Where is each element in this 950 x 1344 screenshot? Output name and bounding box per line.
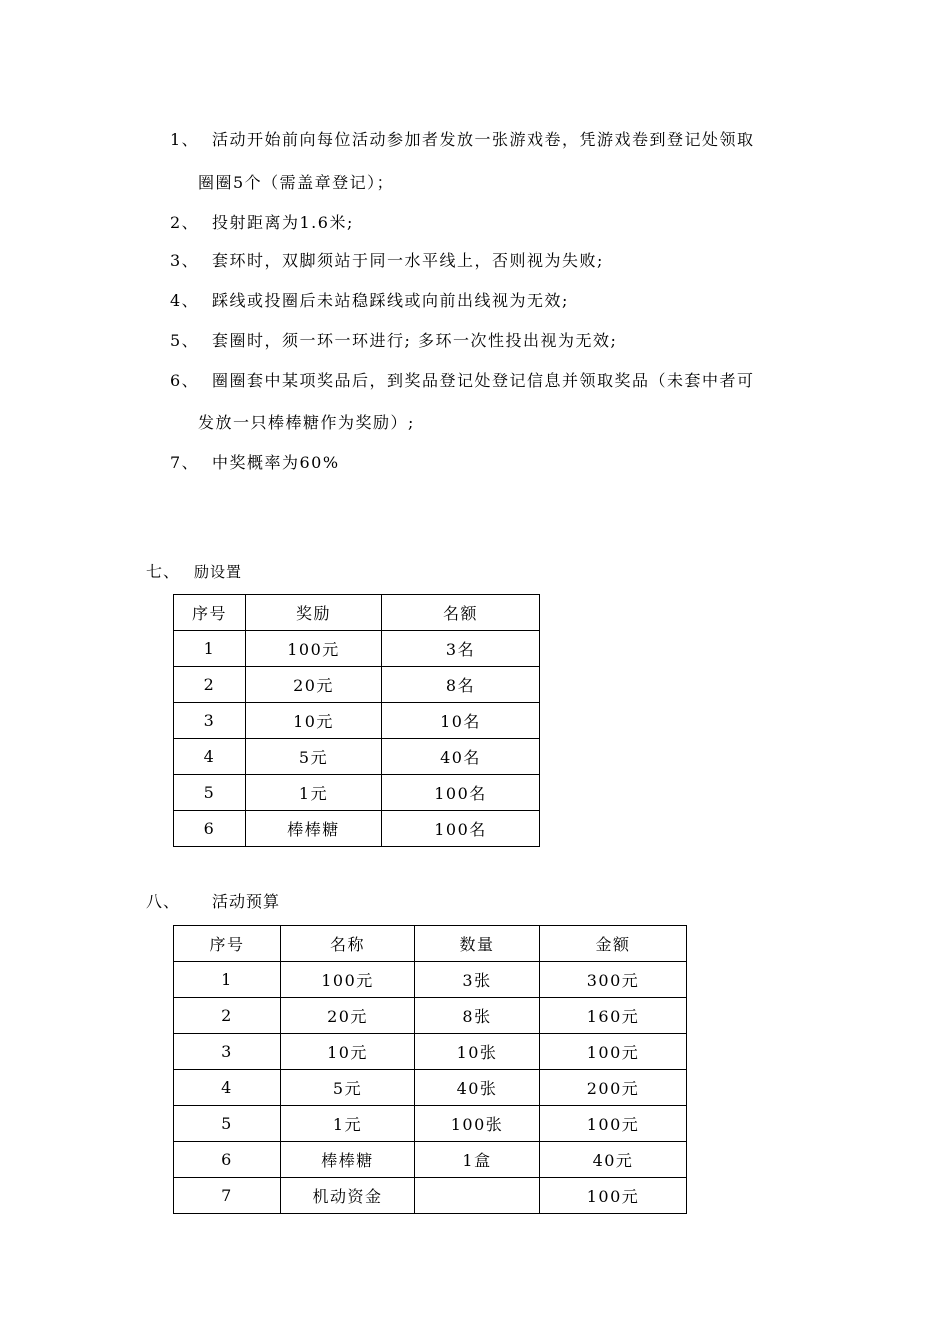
table-cell: 100元: [281, 962, 415, 998]
table-cell: 机动资金: [281, 1178, 415, 1214]
table-cell: 1: [174, 631, 246, 667]
table-header-cell: 序号: [174, 926, 281, 962]
table-row: [174, 998, 687, 1034]
table-cell: 5元: [281, 1070, 415, 1106]
table-header-cell: 名称: [281, 926, 415, 962]
table-header-row: [174, 595, 540, 631]
table-cell: [415, 1178, 540, 1214]
rule-item: [170, 368, 755, 391]
section-number: 七、: [146, 562, 181, 581]
table-cell: 1元: [246, 775, 382, 811]
table-row: [174, 1034, 687, 1070]
table-cell: 100元: [246, 631, 382, 667]
rule-item: [170, 450, 340, 473]
rule-text-continued: 发放一只棒棒糖作为奖励）;: [198, 413, 415, 432]
table-cell: 10元: [246, 703, 382, 739]
table-cell: 4: [174, 739, 246, 775]
table-cell: 100元: [540, 1106, 687, 1142]
rule-number: 7、: [170, 453, 200, 472]
table-header-cell: 奖励: [246, 595, 382, 631]
table-cell: 100张: [415, 1106, 540, 1142]
table-cell: 10名: [382, 703, 540, 739]
rule-number: 6、: [170, 371, 200, 390]
table-cell: 100名: [382, 811, 540, 847]
rule-text: 圈圈套中某项奖品后，到奖品登记处登记信息并领取奖品（未套中者可: [212, 371, 755, 390]
rule-text: 套圈时，须一环一环进行; 多环一次性投出视为无效;: [212, 331, 618, 350]
table-header-cell: 金额: [540, 926, 687, 962]
table-cell: 3: [174, 703, 246, 739]
table-cell: 20元: [281, 998, 415, 1034]
rule-item: [170, 328, 617, 351]
rule-text: 踩线或投圈后未站稳踩线或向前出线视为无效;: [212, 291, 569, 310]
table-row: [174, 1106, 687, 1142]
table-cell: 40名: [382, 739, 540, 775]
table-row: [174, 667, 540, 703]
table-row: [174, 1178, 687, 1214]
rule-number: 2、: [170, 213, 200, 232]
table-row: [174, 811, 540, 847]
prize-table: [173, 594, 540, 847]
table-cell: 4: [174, 1070, 281, 1106]
table-cell: 8名: [382, 667, 540, 703]
table-row: [174, 703, 540, 739]
section-title: 励设置: [194, 563, 243, 581]
table-cell: 1: [174, 962, 281, 998]
table-cell: 5: [174, 775, 246, 811]
rule-number: 1、: [170, 130, 200, 149]
rule-item: [170, 288, 569, 311]
table-header-cell: 名额: [382, 595, 540, 631]
budget-table: [173, 925, 687, 1214]
table-cell: 1盒: [415, 1142, 540, 1178]
table-cell: 7: [174, 1178, 281, 1214]
table-cell: 5元: [246, 739, 382, 775]
table-cell: 8张: [415, 998, 540, 1034]
rule-text: 活动开始前向每位活动参加者发放一张游戏卷，凭游戏卷到登记处领取: [212, 130, 755, 149]
table-row: [174, 631, 540, 667]
table-row: [174, 1142, 687, 1178]
table-cell: 棒棒糖: [281, 1142, 415, 1178]
rule-item: [170, 127, 755, 150]
table-cell: 5: [174, 1106, 281, 1142]
rule-number: 5、: [170, 331, 200, 350]
section-number: 八、: [146, 892, 181, 911]
table-cell: 300元: [540, 962, 687, 998]
rule-number: 4、: [170, 291, 200, 310]
rule-item: [170, 210, 354, 233]
section-heading-prizes: [146, 559, 242, 582]
table-cell: 3名: [382, 631, 540, 667]
table-cell: 2: [174, 998, 281, 1034]
table-cell: 160元: [540, 998, 687, 1034]
rule-text: 中奖概率为60%: [212, 453, 340, 472]
table-cell: 40张: [415, 1070, 540, 1106]
rule-number: 3、: [170, 251, 200, 270]
rule-item: [170, 248, 604, 271]
table-cell: 3: [174, 1034, 281, 1070]
table-cell: 10张: [415, 1034, 540, 1070]
section-heading-budget: [146, 889, 280, 912]
table-cell: 200元: [540, 1070, 687, 1106]
table-cell: 6: [174, 1142, 281, 1178]
table-row: [174, 739, 540, 775]
table-cell: 6: [174, 811, 246, 847]
table-cell: 棒棒糖: [246, 811, 382, 847]
table-header-cell: 数量: [415, 926, 540, 962]
table-cell: 100元: [540, 1178, 687, 1214]
table-cell: 20元: [246, 667, 382, 703]
table-cell: 1元: [281, 1106, 415, 1142]
table-cell: 100元: [540, 1034, 687, 1070]
table-cell: 100名: [382, 775, 540, 811]
table-row: [174, 962, 687, 998]
rule-text: 套环时，双脚须站于同一水平线上，否则视为失败;: [212, 251, 604, 270]
table-row: [174, 775, 540, 811]
rule-text: 投射距离为1.6米;: [212, 213, 354, 232]
section-title: 活动预算: [212, 892, 281, 911]
table-cell: 2: [174, 667, 246, 703]
table-header-row: [174, 926, 687, 962]
table-header-cell: 序号: [174, 595, 246, 631]
table-row: [174, 1070, 687, 1106]
table-cell: 10元: [281, 1034, 415, 1070]
table-cell: 3张: [415, 962, 540, 998]
rule-text-continued: 圈圈5个（需盖章登记）；: [198, 173, 395, 192]
table-cell: 40元: [540, 1142, 687, 1178]
